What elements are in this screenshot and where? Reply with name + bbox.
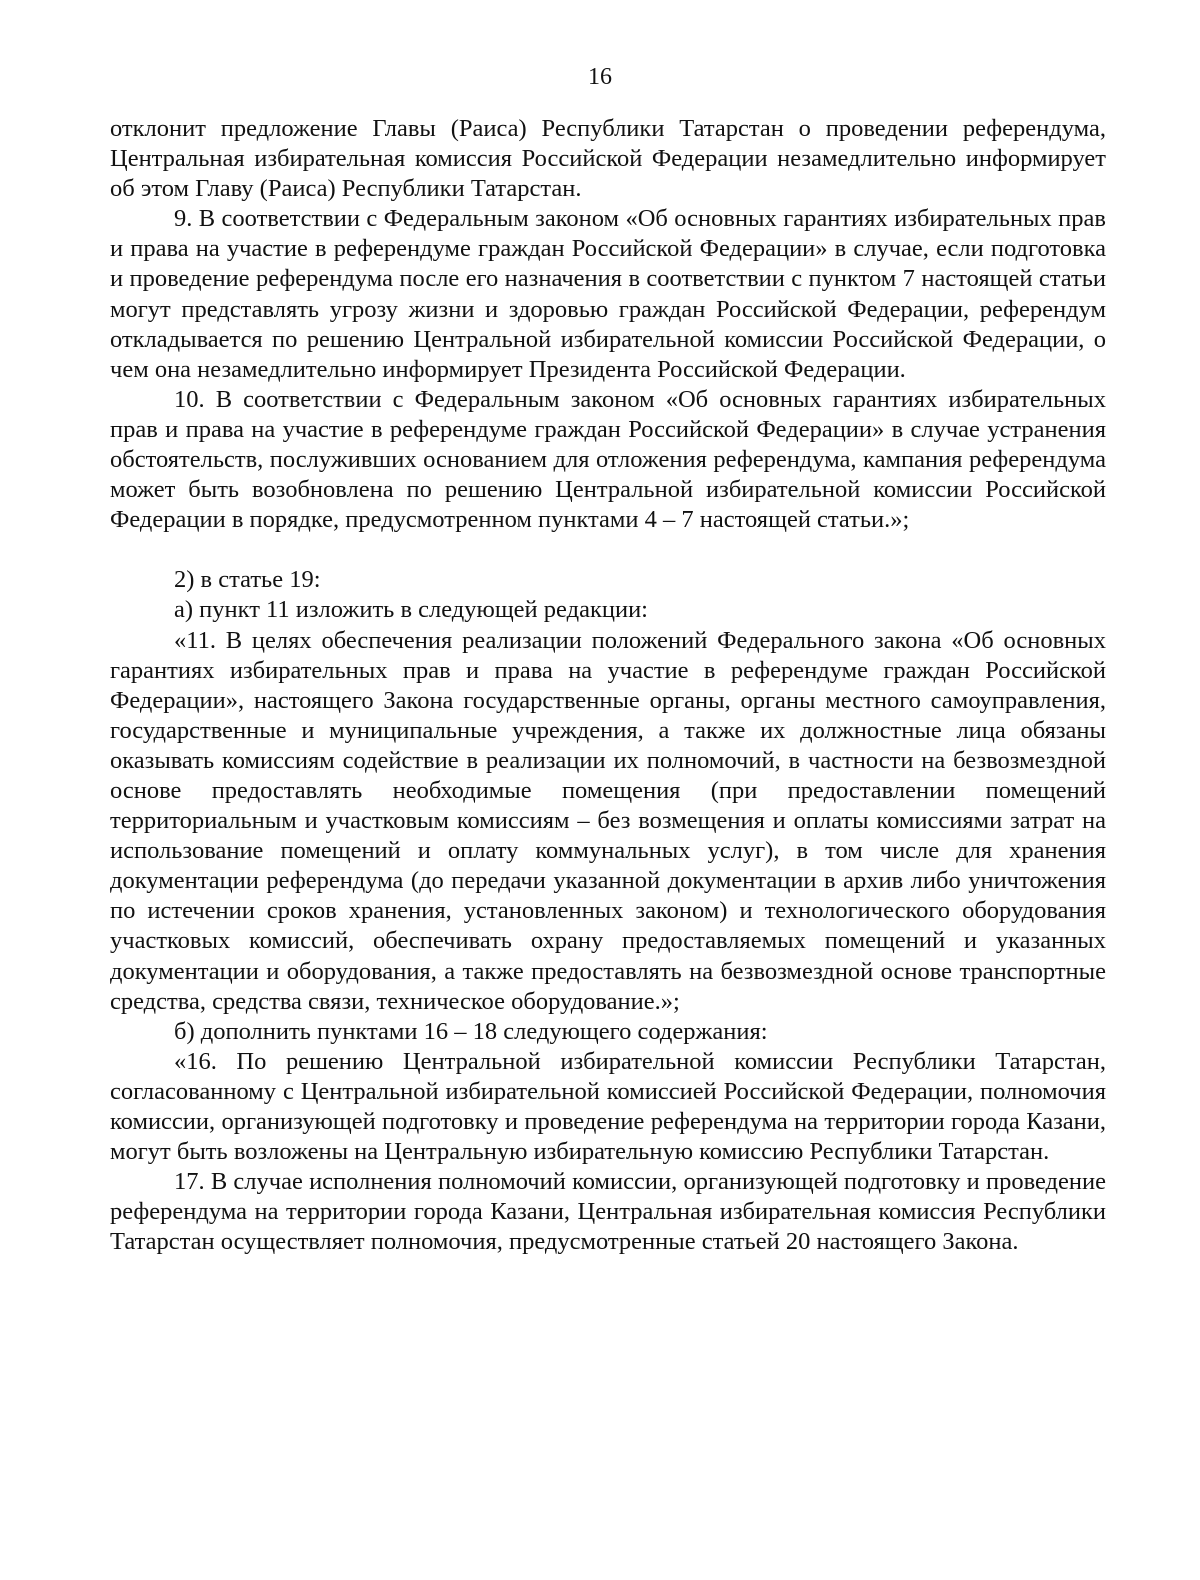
paragraph-item-17: 17. В случае исполнения полномочий комиссии, организующей подготовку и проведение референдума на территории города Казани, Центральная избирательная комиссия Республики Татарстан осуществляет полномочия, предусмотренные статьей 20 настоящего Закона.: [110, 1168, 1106, 1256]
paragraph-article-19: 2) в статье 19:: [174, 566, 321, 594]
paragraph-continuation: отклонит предложение Главы (Раиса) Республики Татарстан о проведении референдума, Центральная избирательная комиссия Российской Федерации незамедлительно информирует об этом Главу (Раиса) Республики Татарстан.: [110, 115, 1106, 203]
paragraph-gap: [110, 535, 1106, 565]
document-body: [110, 114, 1106, 1257]
paragraph-subitem-a: а) пункт 11 изложить в следующей редакции:: [174, 596, 648, 624]
paragraph-item-16: «16. По решению Центральной избирательной комиссии Республики Татарстан, согласованному с Центральной избирательной комиссией Российской Федерации, полномочия комиссии, организующей подготовку и проведение референдума на территории города Казани, могут быть возложены на Центральную избирательную комиссию Республики Татарстан.: [110, 1047, 1106, 1166]
paragraph-item-10: 10. В соответствии с Федеральным законом «Об основных гарантиях избирательных прав и права на участие в референдуме граждан Российской Федерации» в случае устранения обстоятельств, послуживших основанием для отложения референдума, кампания референдума может быть возобновлена по решению Центральной избирательной комиссии Российской Федерации в порядке, предусмотренном пунктами 4 – 7 настоящей статьи.»;: [110, 385, 1106, 534]
paragraph-subitem-b: б) дополнить пунктами 16 – 18 следующего содержания:: [174, 1017, 768, 1045]
paragraph-item-11: «11. В целях обеспечения реализации положений Федерального закона «Об основных гарантиях избирательных прав и права на участие в референдуме граждан Российской Федерации», настоящего Закона государственные органы, органы местного самоуправления, государственные и муниципальные учреждения, а также их должностные лица обязаны оказывать комиссиям содействие в реализации их полномочий, в частности на безвозмездной основе предоставлять необходимые помещения (при предоставлении помещений территориальным и участковым комиссиям – без возмещения и оплаты комиссиями затрат на использование помещений и оплату коммунальных услуг), в том числе для хранения документации референдума (до передачи указанной документации в архив либо уничтожения по истечении сроков хранения, установленных законом) и технологического оборудования участковых комиссий, обеспечивать охрану предоставляемых помещений и указанных документации и оборудования, а также предоставлять на безвозмездной основе транспортные средства, средства связи, техническое оборудование.»;: [110, 626, 1106, 1015]
paragraph-item-9: 9. В соответствии с Федеральным законом «Об основных гарантиях избирательных прав и права на участие в референдуме граждан Российской Федерации» в случае, если подготовка и проведение референдума после его назначения в соответствии с пунктом 7 настоящей статьи могут представлять угрозу жизни и здоровью граждан Российской Федерации, референдум откладывается по решению Центральной избирательной комиссии Российской Федерации, о чем она незамедлительно информирует Президента Российской Федерации.: [110, 205, 1106, 383]
page-number: 16: [588, 64, 612, 90]
